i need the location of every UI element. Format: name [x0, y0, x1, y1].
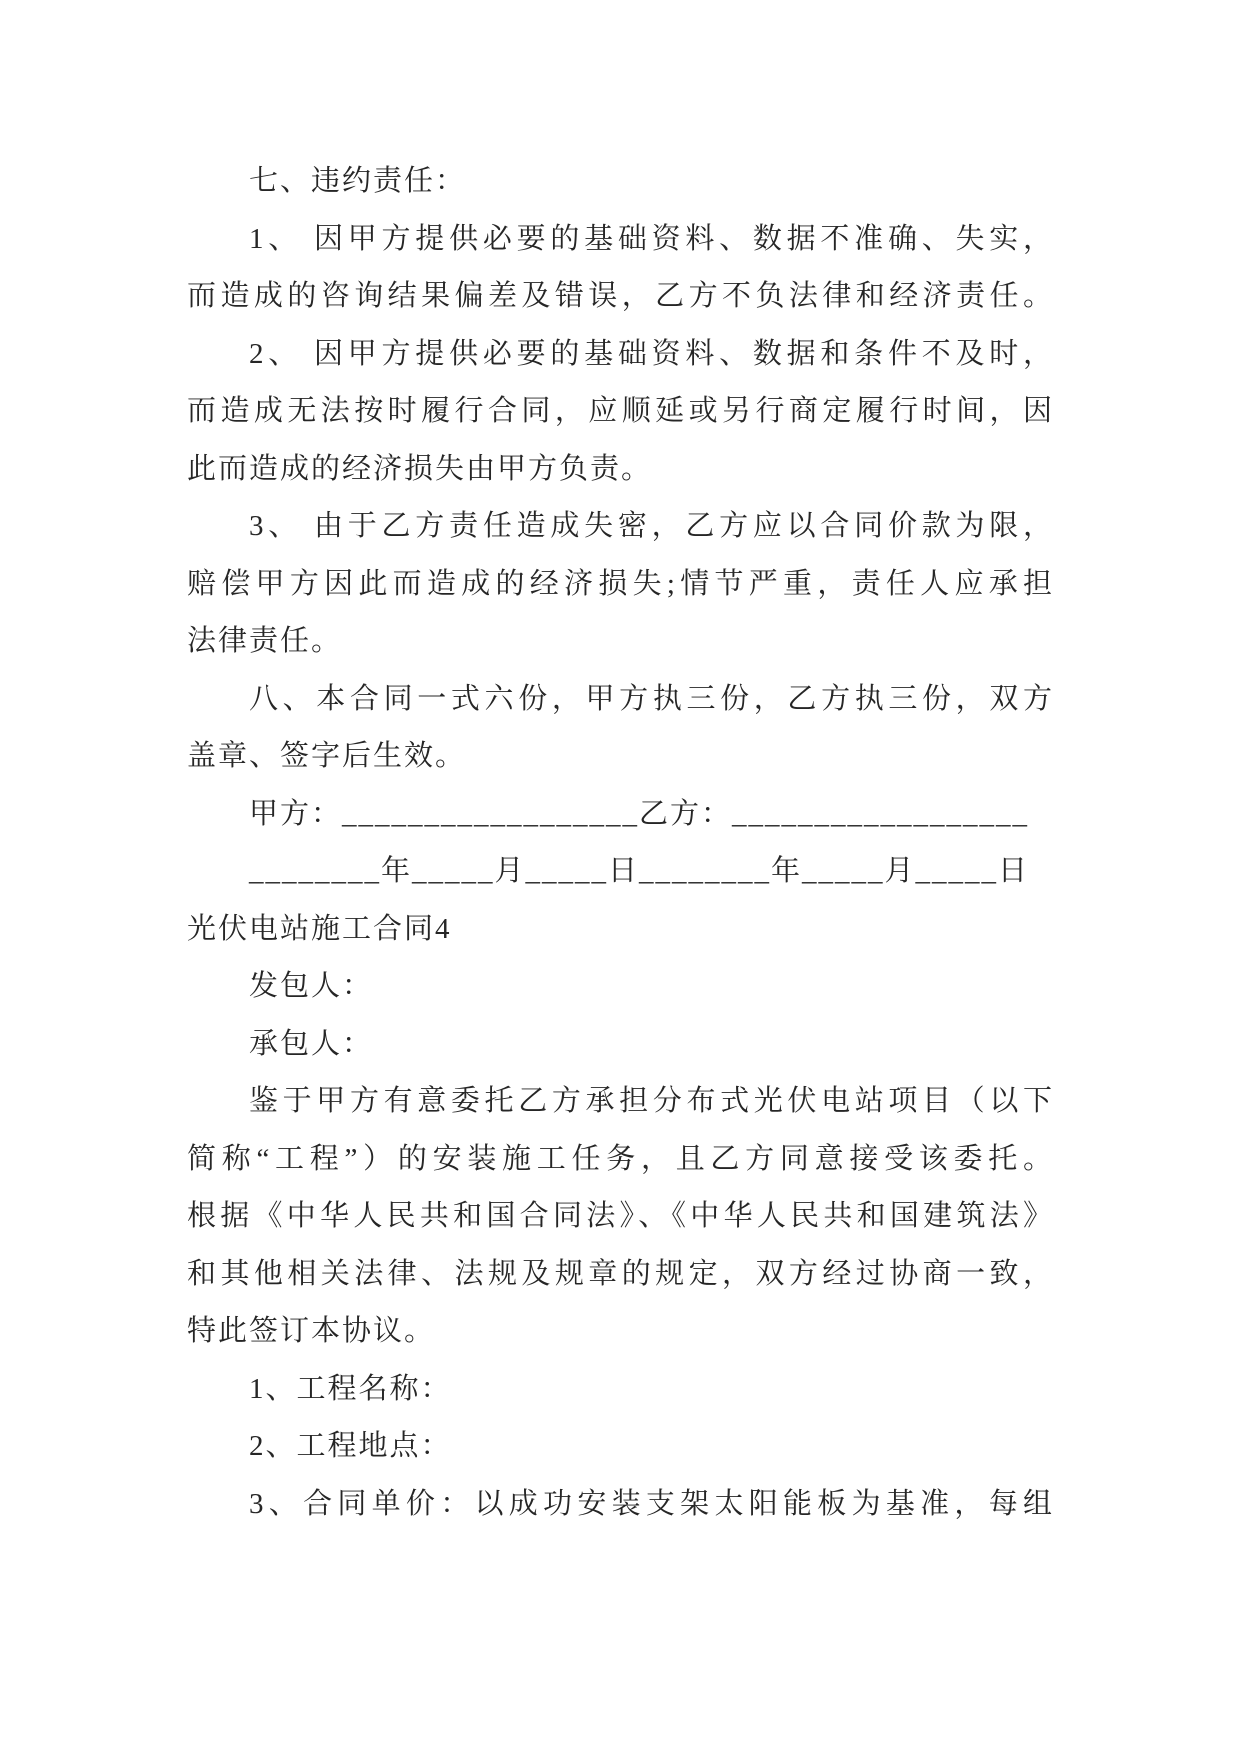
- project-location-item: 2、工程地点：: [249, 1430, 452, 1462]
- breach-clause-2-line-3: 此而造成的经济损失由甲方负责。: [187, 452, 653, 485]
- preamble-line-1: 鉴于甲方有意委托乙方承担分布式光伏电站项目（以下: [249, 1085, 1054, 1117]
- preamble-line-3: 根据《中华人民共和国合同法》、《中华人民共和国建筑法》: [187, 1200, 1054, 1232]
- party-a-label: 甲方：: [249, 797, 343, 830]
- party-b-signature-blank: __________________: [732, 797, 1030, 830]
- unit-price-item: 3、合同单价：以成功安装支架太阳能板为基准，每组: [249, 1487, 1054, 1520]
- contract-title: 光伏电站施工合同4: [187, 912, 452, 945]
- breach-clause-3-line-3: 法律责任。: [187, 625, 343, 657]
- breach-clause-2-line-2: 而造成无法按时履行合同，应顺延或另行商定履行时间，因: [187, 395, 1054, 427]
- party-b-label: 乙方：: [639, 797, 733, 830]
- copies-clause-line-2: 盖章、签字后生效。: [187, 740, 467, 772]
- breach-clause-3-line-1: 3、 由于乙方责任造成失密，乙方应以合同价款为限，: [249, 510, 1054, 542]
- employer-label: 发包人：: [249, 970, 374, 1002]
- breach-clause-2-line-1: 2、 因甲方提供必要的基础资料、数据和条件不及时，: [249, 337, 1054, 370]
- document-body: [187, 153, 1054, 1533]
- party-a-signature-blank: __________________: [342, 797, 640, 830]
- preamble-line-5: 特此签订本协议。: [187, 1315, 436, 1347]
- signature-row: [187, 786, 1054, 844]
- copies-clause-line-1: 八、本合同一式六份，甲方执三份，乙方执三份，双方: [249, 682, 1054, 715]
- contractor-label: 承包人：: [249, 1027, 374, 1060]
- breach-clause-1-line-2: 而造成的咨询结果偏差及错误，乙方不负法律和经济责任。: [187, 280, 1054, 312]
- party-b-date-blank: ________年_____月_____日: [639, 855, 1030, 887]
- party-a-date-blank: ________年_____月_____日: [249, 855, 640, 887]
- preamble-line-2: 简称“工程”）的安装施工任务，且乙方同意接受该委托。: [187, 1142, 1054, 1175]
- project-name-item: 1、工程名称：: [249, 1372, 452, 1405]
- preamble-line-4: 和其他相关法律、法规及规章的规定，双方经过协商一致，: [187, 1257, 1054, 1290]
- breach-section-heading: 七、违约责任：: [249, 165, 467, 197]
- breach-clause-3-line-2: 赔偿甲方因此而造成的经济损失;情节严重，责任人应承担: [187, 567, 1054, 600]
- date-row: [187, 843, 1054, 901]
- breach-clause-1-line-1: 1、 因甲方提供必要的基础资料、数据不准确、失实，: [249, 222, 1054, 255]
